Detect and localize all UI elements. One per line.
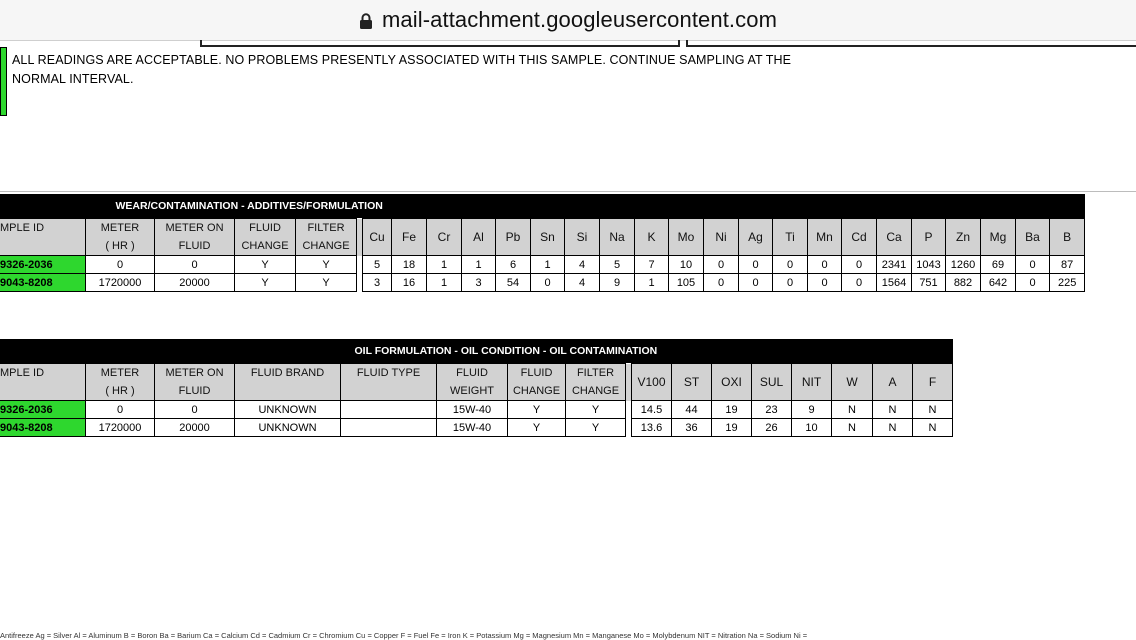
header-condition: SUL: [752, 364, 792, 401]
condition-value-cell: 44: [672, 401, 712, 419]
element-value-cell: 1564: [877, 274, 912, 292]
element-value-cell: 751: [912, 274, 946, 292]
condition-value-cell: 36: [672, 419, 712, 437]
meter-cell: 0: [86, 256, 155, 274]
header-condition: W: [832, 364, 873, 401]
element-value-cell: 87: [1050, 256, 1085, 274]
section-divider: [0, 191, 1136, 192]
header-sample-id: MPLE ID: [0, 219, 86, 256]
condition-value-cell: 9: [792, 401, 832, 419]
comment-line-2: NORMAL INTERVAL.: [12, 72, 134, 86]
element-value-cell: 7: [635, 256, 669, 274]
header-filter-change-l1: FILTER: [576, 367, 615, 379]
header-meter-on-fluid: [155, 364, 235, 401]
abbreviation-legend: Antifreeze Ag = Silver Al = Aluminum B = Boron Ba = Barium Ca = Calcium Cd = Cadmium Cr = Chromium Cu = Copper F = Fuel Fe = Iron K = Potassium Mg = Magnesium Mn = Manganese Mo = Molybdenum NIT = Nitration Na = Sodium Ni =: [0, 631, 808, 640]
fluid-change-cell: Y: [508, 419, 566, 437]
condition-value-cell: 14.5: [632, 401, 672, 419]
header-fluid-change-l1: FLUID: [520, 367, 553, 379]
element-value-cell: 2341: [877, 256, 912, 274]
element-value-cell: 0: [704, 274, 739, 292]
wear-contamination-table: [0, 194, 1085, 292]
header-element: P: [912, 219, 946, 256]
url-text: mail-attachment.googleusercontent.com: [381, 7, 778, 32]
element-value-cell: 4: [565, 274, 600, 292]
header-sample-id: MPLE ID: [0, 364, 86, 401]
lab-comment: [12, 51, 812, 89]
header-fluid-brand: FLUID BRAND: [235, 364, 341, 401]
document-frame-edge: [686, 40, 1136, 47]
header-fluid-type: FLUID TYPE: [341, 364, 437, 401]
header-element: Mg: [981, 219, 1016, 256]
meter-cell: 0: [86, 401, 155, 419]
header-meter-l1: METER: [100, 367, 140, 379]
meter-on-fluid-cell: 0: [155, 256, 235, 274]
condition-value-cell: 23: [752, 401, 792, 419]
header-element: Cu: [363, 219, 392, 256]
meter-cell: 1720000: [86, 419, 155, 437]
condition-value-cell: N: [832, 419, 873, 437]
table-row: [0, 256, 1085, 274]
header-fluid-weight: [437, 364, 508, 401]
header-meter-l2: ( HR ): [105, 385, 135, 397]
header-element: Ni: [704, 219, 739, 256]
element-value-cell: 1: [427, 256, 462, 274]
header-element: Mo: [669, 219, 704, 256]
lock-icon: [359, 13, 373, 29]
element-value-cell: 0: [773, 274, 808, 292]
element-value-cell: 0: [773, 256, 808, 274]
element-value-cell: 105: [669, 274, 704, 292]
element-value-cell: 3: [363, 274, 392, 292]
meter-cell: 1720000: [86, 274, 155, 292]
filter-change-cell: Y: [566, 419, 626, 437]
header-meter-on-fluid: [155, 219, 235, 256]
header-fluid-change-l2: CHANGE: [512, 385, 561, 397]
header-filter-change-l2: CHANGE: [571, 385, 620, 397]
element-value-cell: 3: [462, 274, 496, 292]
header-element: K: [635, 219, 669, 256]
element-value-cell: 0: [1016, 256, 1050, 274]
header-fluid-weight-l1: FLUID: [456, 367, 488, 379]
fluid-type-cell: [341, 401, 437, 419]
condition-value-cell: 19: [712, 419, 752, 437]
header-fluid-change: [235, 219, 296, 256]
element-value-cell: 0: [808, 274, 842, 292]
filter-change-cell: Y: [296, 274, 357, 292]
element-value-cell: 0: [842, 274, 877, 292]
header-element: Pb: [496, 219, 531, 256]
sample-id-cell[interactable]: 9326-2036: [0, 401, 86, 419]
oil-table-title: OIL FORMULATION - OIL CONDITION - OIL CONTAMINATION: [0, 339, 953, 364]
header-element: Cd: [842, 219, 877, 256]
element-value-cell: 0: [739, 256, 773, 274]
element-value-cell: 10: [669, 256, 704, 274]
element-value-cell: 0: [842, 256, 877, 274]
meter-on-fluid-cell: 20000: [155, 274, 235, 292]
browser-address-bar[interactable]: [0, 0, 1136, 41]
header-fluid-weight-l2: WEIGHT: [450, 385, 494, 397]
filter-change-cell: Y: [566, 401, 626, 419]
fluid-type-cell: [341, 419, 437, 437]
header-meter-on-l2: FLUID: [178, 385, 211, 397]
condition-value-cell: N: [832, 401, 873, 419]
element-value-cell: 1: [531, 256, 565, 274]
element-value-cell: 642: [981, 274, 1016, 292]
header-meter: [86, 364, 155, 401]
header-condition: V100: [632, 364, 672, 401]
header-filter-change: [296, 219, 357, 256]
meter-on-fluid-cell: 0: [155, 401, 235, 419]
element-value-cell: 0: [808, 256, 842, 274]
element-value-cell: 9: [600, 274, 635, 292]
sample-id-cell[interactable]: 9043-8208: [0, 419, 86, 437]
fluid-weight-cell: 15W-40: [437, 419, 508, 437]
header-filter-change-l1: FILTER: [307, 222, 345, 234]
element-value-cell: 16: [392, 274, 427, 292]
header-condition: OXI: [712, 364, 752, 401]
condition-value-cell: 19: [712, 401, 752, 419]
condition-value-cell: N: [913, 401, 953, 419]
header-filter-change: [566, 364, 626, 401]
fluid-change-cell: Y: [235, 274, 296, 292]
element-value-cell: 0: [531, 274, 565, 292]
element-value-cell: 5: [363, 256, 392, 274]
condition-value-cell: 26: [752, 419, 792, 437]
header-meter-l2: ( HR ): [105, 240, 135, 252]
element-value-cell: 18: [392, 256, 427, 274]
condition-value-cell: N: [873, 401, 913, 419]
header-fluid-change-l2: CHANGE: [241, 240, 289, 252]
element-value-cell: 1: [635, 274, 669, 292]
sample-id-cell[interactable]: 9326-2036: [0, 256, 86, 274]
header-meter-l1: METER: [100, 222, 140, 234]
fluid-brand-cell: UNKNOWN: [235, 401, 341, 419]
header-element: B: [1050, 219, 1085, 256]
element-value-cell: 1043: [912, 256, 946, 274]
fluid-change-cell: Y: [235, 256, 296, 274]
meter-on-fluid-cell: 20000: [155, 419, 235, 437]
header-element: Zn: [946, 219, 981, 256]
oil-condition-table: [0, 339, 953, 437]
element-value-cell: 1: [427, 274, 462, 292]
element-value-cell: 882: [946, 274, 981, 292]
header-condition: ST: [672, 364, 712, 401]
header-element: Mn: [808, 219, 842, 256]
header-element: Na: [600, 219, 635, 256]
header-element: Sn: [531, 219, 565, 256]
header-condition: NIT: [792, 364, 832, 401]
header-condition: A: [873, 364, 913, 401]
header-meter: [86, 219, 155, 256]
header-element: Fe: [392, 219, 427, 256]
fluid-brand-cell: UNKNOWN: [235, 419, 341, 437]
header-element: Si: [565, 219, 600, 256]
comment-line-1: ALL READINGS ARE ACCEPTABLE. NO PROBLEMS PRESENTLY ASSOCIATED WITH THIS SAMPLE. CONTINUE SAMPLING AT THE: [12, 53, 792, 67]
header-meter-on-l2: FLUID: [178, 240, 211, 252]
header-condition: F: [913, 364, 953, 401]
condition-value-cell: 13.6: [632, 419, 672, 437]
condition-value-cell: N: [873, 419, 913, 437]
element-value-cell: 0: [704, 256, 739, 274]
wear-table-title: WEAR/CONTAMINATION - ADDITIVES/FORMULATION: [0, 194, 1085, 219]
header-element: Al: [462, 219, 496, 256]
header-element: Ca: [877, 219, 912, 256]
fluid-weight-cell: 15W-40: [437, 401, 508, 419]
table-row: [0, 274, 1085, 292]
element-value-cell: 54: [496, 274, 531, 292]
element-value-cell: 4: [565, 256, 600, 274]
header-meter-on-l1: METER ON: [165, 367, 224, 379]
element-value-cell: 0: [739, 274, 773, 292]
sample-id-cell[interactable]: 9043-8208: [0, 274, 86, 292]
filter-change-cell: Y: [296, 256, 357, 274]
element-value-cell: 0: [1016, 274, 1050, 292]
fluid-change-cell: Y: [508, 401, 566, 419]
header-element: Ba: [1016, 219, 1050, 256]
condition-value-cell: 10: [792, 419, 832, 437]
table-row: [0, 419, 953, 437]
status-indicator-green: [0, 47, 7, 116]
header-meter-on-l1: METER ON: [165, 222, 224, 234]
element-value-cell: 69: [981, 256, 1016, 274]
header-element: Ti: [773, 219, 808, 256]
header-filter-change-l2: CHANGE: [302, 240, 350, 252]
header-fluid-change-l1: FLUID: [249, 222, 281, 234]
element-value-cell: 1: [462, 256, 496, 274]
header-element: Ag: [739, 219, 773, 256]
element-value-cell: 1260: [946, 256, 981, 274]
header-fluid-change: [508, 364, 566, 401]
header-element: Cr: [427, 219, 462, 256]
element-value-cell: 6: [496, 256, 531, 274]
condition-value-cell: N: [913, 419, 953, 437]
document-frame-edge: [200, 40, 680, 47]
element-value-cell: 5: [600, 256, 635, 274]
table-row: [0, 401, 953, 419]
element-value-cell: 225: [1050, 274, 1085, 292]
